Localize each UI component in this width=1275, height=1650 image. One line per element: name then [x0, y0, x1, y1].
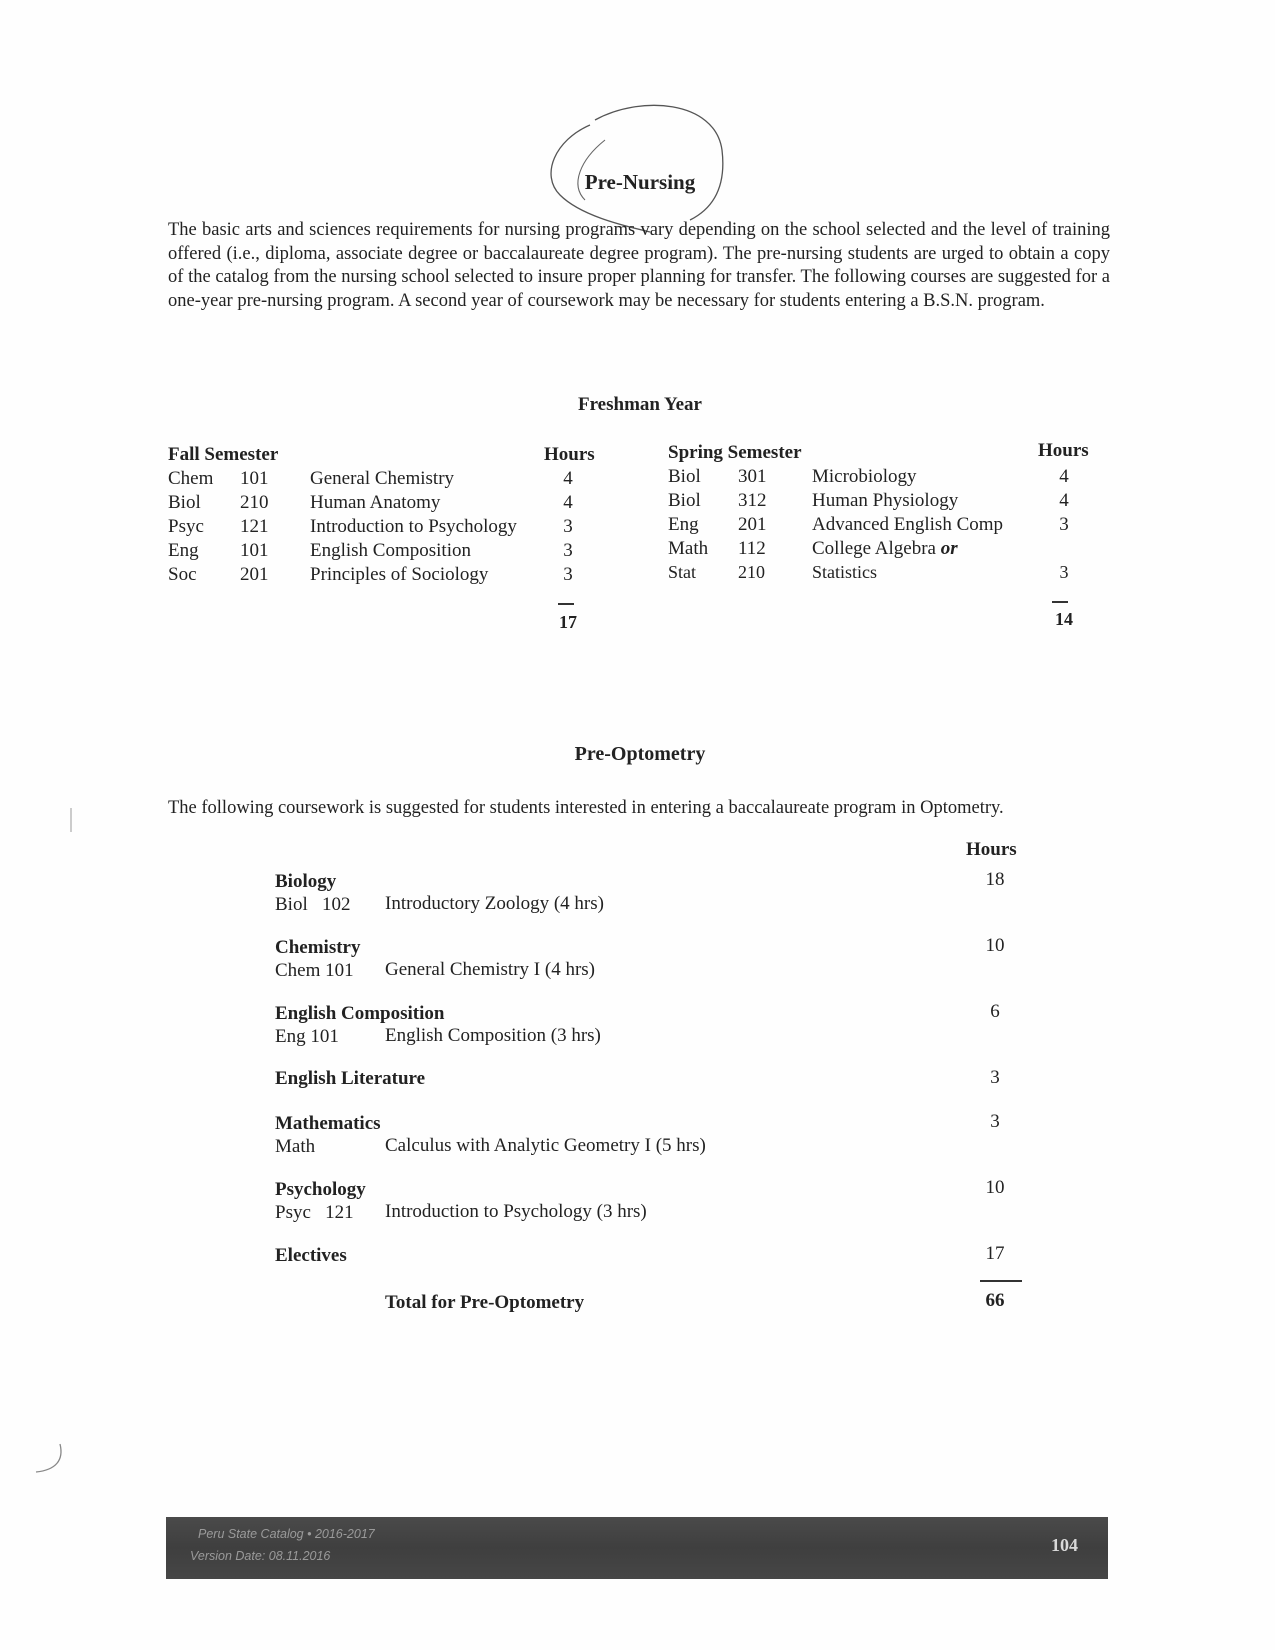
course-hours: 4 — [1059, 466, 1069, 487]
course-name: Statistics — [812, 562, 878, 582]
subject-hours: 17 — [985, 1243, 1005, 1264]
subject-name: Biology — [275, 871, 337, 892]
course-hours: 3 — [563, 564, 573, 585]
course-name-text: College Algebra — [812, 538, 936, 559]
subject-name: Electives — [275, 1245, 347, 1266]
pre-optometry-intro: The following coursework is suggested for students interested in entering a baccalaureate program in Optometry. — [168, 798, 1004, 818]
optometry-total-hours: 66 — [985, 1290, 1005, 1311]
course-dept: Biol — [668, 490, 701, 511]
course-name: Microbiology — [812, 466, 917, 487]
course-hours: 4 — [563, 468, 573, 489]
course-code: Eng 101 — [275, 1026, 339, 1047]
subject-hours: 3 — [990, 1067, 1000, 1088]
optometry-hours-heading: Hours — [966, 839, 1017, 860]
course-name: Principles of Sociology — [310, 564, 489, 585]
course-hours: 3 — [1059, 514, 1069, 535]
course-number: 301 — [738, 466, 767, 487]
course-code: Biol 102 — [275, 894, 351, 915]
subject-hours: 18 — [985, 869, 1005, 890]
course-code: Psyc 121 — [275, 1202, 354, 1223]
freshman-year-title: Freshman Year — [577, 394, 702, 415]
course-number: 101 — [240, 540, 269, 561]
spring-total-hours: 14 — [1055, 609, 1073, 629]
course-dept: Biol — [668, 466, 701, 487]
margin-mark — [70, 808, 72, 832]
fall-hours-heading: Hours — [544, 444, 595, 465]
fall-total-rule — [558, 603, 574, 605]
course-code: Math — [275, 1136, 316, 1157]
course-number: 210 — [738, 562, 765, 582]
course-dept: Math — [668, 538, 709, 559]
course-hours: 4 — [563, 492, 573, 513]
course-number: 201 — [738, 514, 767, 535]
course-name: Introductory Zoology (4 hrs) — [385, 893, 604, 914]
section-title-pre-optometry: Pre-Optometry — [574, 743, 706, 765]
course-name: Introduction to Psychology (3 hrs) — [385, 1201, 647, 1222]
course-name: Human Anatomy — [310, 492, 441, 513]
course-dept: Soc — [168, 564, 197, 585]
course-dept: Psyc — [168, 516, 204, 537]
course-number: 312 — [738, 490, 767, 511]
course-number: 201 — [240, 564, 269, 585]
page-number: 104 — [1051, 1535, 1078, 1555]
optometry-total-rule — [980, 1280, 1022, 1282]
course-name: Human Physiology — [812, 490, 959, 511]
footer-catalog: Peru State Catalog • 2016-2017 — [198, 1527, 375, 1541]
course-number: 101 — [240, 468, 269, 489]
course-name: Introduction to Psychology — [310, 516, 517, 537]
course-name-or: or — [940, 538, 958, 559]
spring-semester-heading: Spring Semester — [668, 442, 802, 463]
subject-hours: 6 — [990, 1001, 1000, 1022]
course-name — [812, 538, 958, 560]
subject-hours: 3 — [990, 1111, 1000, 1132]
section-title-pre-nursing: Pre-Nursing — [584, 170, 696, 194]
subject-hours: 10 — [985, 1177, 1005, 1198]
course-dept: Chem — [168, 468, 214, 489]
course-dept: Stat — [668, 562, 697, 582]
course-code: Chem 101 — [275, 960, 354, 981]
pre-nursing-intro: The basic arts and sciences requirements for nursing programs vary depending on the school selected and the level of training offered (i.e., diploma, associate degree or baccalaureate degree program). The pre-nursing students are urged to obtain a copy of the catalog from the nursing school selected to insure proper planning for transfer. The following courses are suggested for a one-year pre-nursing program. A second year of coursework may be necessary for students entering a B.S.N. program. — [168, 220, 1110, 311]
subject-name: English Literature — [275, 1068, 426, 1089]
subject-name: Psychology — [275, 1179, 366, 1200]
course-hours: 3 — [563, 540, 573, 561]
spring-total-rule — [1052, 601, 1068, 603]
course-name: General Chemistry — [310, 468, 455, 489]
course-hours: 4 — [1059, 490, 1069, 511]
course-name: General Chemistry I (4 hrs) — [385, 959, 595, 980]
optometry-total-label: Total for Pre-Optometry — [385, 1292, 585, 1313]
course-name: Calculus with Analytic Geometry I (5 hrs) — [385, 1135, 706, 1156]
fall-total-hours: 17 — [559, 612, 577, 632]
fall-semester-heading: Fall Semester — [168, 444, 279, 465]
course-name: English Composition (3 hrs) — [385, 1025, 601, 1046]
course-hours: 3 — [563, 516, 573, 537]
course-dept: Eng — [168, 540, 199, 561]
margin-scribble — [30, 1440, 70, 1480]
footer-version: Version Date: 08.11.2016 — [190, 1549, 331, 1563]
course-dept: Eng — [668, 514, 699, 535]
course-number: 121 — [240, 516, 269, 537]
footer-bar — [166, 1517, 1108, 1579]
subject-name: Mathematics — [275, 1113, 381, 1134]
subject-name: English Composition — [275, 1003, 445, 1024]
course-number: 112 — [738, 538, 766, 559]
course-number: 210 — [240, 492, 269, 513]
spring-hours-heading: Hours — [1038, 440, 1089, 461]
course-name: Advanced English Comp — [812, 514, 1004, 535]
subject-name: Chemistry — [275, 937, 361, 958]
course-dept: Biol — [168, 492, 201, 513]
course-hours: 3 — [1059, 562, 1069, 582]
subject-hours: 10 — [985, 935, 1005, 956]
course-name: English Composition — [310, 540, 471, 561]
